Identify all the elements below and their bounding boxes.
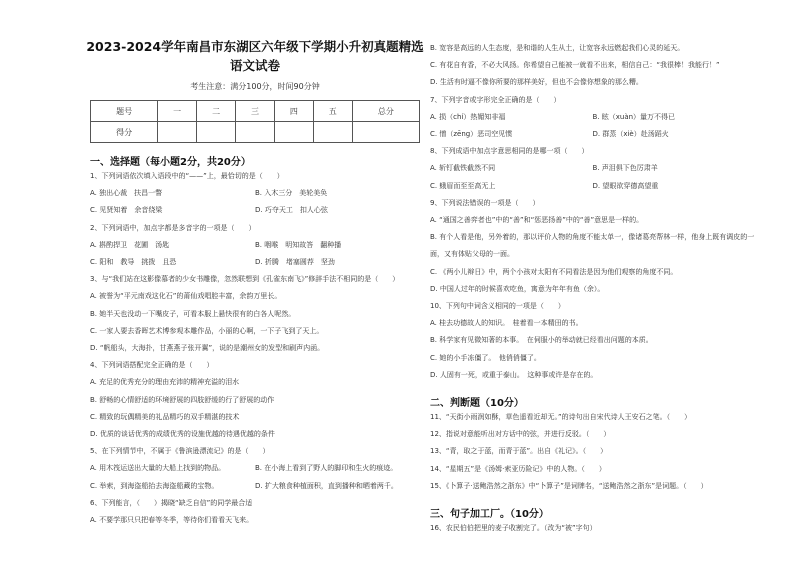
score-cell[interactable] <box>158 122 197 143</box>
option-b-line-2: 面，又有体贴父母的一面。 <box>430 250 514 259</box>
option-b: B. 科学家有见微知著的本事。 在伺服小的举动就已经看出问题的本质。 <box>430 336 653 345</box>
question-5-options-row <box>90 460 420 477</box>
question-16: 16、农民伯伯把里的麦子收割完了。（改为“被”字句） <box>430 524 597 533</box>
score-header-cell: 五 <box>313 101 352 122</box>
score-header-cell: 三 <box>236 101 275 122</box>
question-1-options-row <box>90 185 420 202</box>
option-b: B. 眩（xuàn）量万不得已 <box>592 112 676 121</box>
option-d: D. 中国人过年的时候喜欢吃鱼，寓意为年年有鱼（余）。 <box>430 284 605 293</box>
exam-notice: 考生注意：满分100分，时间90分钟 <box>190 82 320 91</box>
score-table-header-row <box>91 101 420 122</box>
question-8-stem: 8、下列成语中加点字意思相同的是哪一项（ ） <box>430 147 589 156</box>
right-column <box>430 40 755 537</box>
option-d: D. 人固有一死，或重于泰山。 这种事或许是存在的。 <box>430 370 598 379</box>
question-5-options-row <box>90 478 420 495</box>
option-a: A. 充足的优秀充分的理由充沛的精神充溢的泪水 <box>90 378 240 387</box>
option-d: D. 望眼欲穿德高望重 <box>592 181 659 190</box>
option-a: A. 用木筏运送出大量的大船上找到的物品。 <box>90 464 226 473</box>
option-a: A. 斩钉截铁截然不同 <box>430 164 496 173</box>
option-a: A. 桂去功德故人的知识。 桂着看一本精田的书。 <box>430 319 583 328</box>
question-2-stem: 2、下列词语中，加点字都是多音字的一项是（ ） <box>90 223 256 232</box>
score-cell[interactable] <box>197 122 236 143</box>
option-c: C. 阳和 教导 挑拨 且恐 <box>90 258 177 267</box>
score-cell[interactable] <box>236 122 275 143</box>
section-2-title: 二、判断题（10分） <box>430 398 524 410</box>
option-c: C. 举索，到海盗船抬去海盗船藏的宝物。 <box>90 481 219 490</box>
option-a: A. 斟酌捍卫 花圃 汤匙 <box>90 240 170 249</box>
score-header-cell: 一 <box>158 101 197 122</box>
judge-item: 12、指说对意能听出对方话中的弦，并进行反驳。（ ） <box>430 430 611 439</box>
option-c: C. 一家人要去香晖艺术博参观本雕作品，小丽的心啊，一下子飞到了天上。 <box>90 326 324 335</box>
question-4-stem: 4、下列词语搭配完全正确的是（ ） <box>90 361 214 370</box>
option-c: C. 《两小儿辩日》中，两个小孩对太阳有不同看法是因为他们观察的角度不同。 <box>430 267 678 276</box>
section-3-title: 三、句子加工厂。（10分） <box>430 509 549 521</box>
question-8-options-row <box>430 160 755 177</box>
option-b: B. 在小海上看到了野人的脚印和生火的痕迹。 <box>255 464 398 473</box>
option-c: C. 她的小手冻僵了。 他俏俏僵了。 <box>430 353 541 362</box>
score-cell[interactable] <box>313 122 352 143</box>
question-3-stem: 3、与“我们站在这影像慕者的少女书雕像，忽然联想到《孔雀东南飞》”修辞手法不相同的是（ ） <box>90 275 400 284</box>
score-header-cell: 题号 <box>91 101 158 122</box>
option-d: D. 折腾 堵塞圆荐 坚劲 <box>255 258 335 267</box>
option-b: B. 舒畅的心情舒适的环境舒展的四肢舒缓的行了舒展的动作 <box>90 395 275 404</box>
score-header-cell: 四 <box>274 101 313 122</box>
question-8-options-row <box>430 178 755 195</box>
option-d: D. 群蒸（xiè）赴汤蹈火 <box>592 130 669 139</box>
question-1-stem: 1、下列词语依次填入语段中的“——”上，最恰切的是（ ） <box>90 172 284 180</box>
left-column <box>86 0 424 529</box>
option-d: D. “帆船头，大海扑，甘燕燕子张开翼”，说的是潮州女的发型和刷声内函。 <box>90 344 325 353</box>
title-line-2: 语文试卷 <box>229 58 280 73</box>
exam-title <box>85 37 425 75</box>
judge-item: 14、“星期五”是《汤姆·索亚历险记》中的人物。（ ） <box>430 464 606 473</box>
option-d: D. 巧夺天工 扣人心弦 <box>255 206 328 215</box>
option-a: A. 被誉为“平元南戏这化石”的莆仙戏唱腔丰富，余韵万里长。 <box>90 292 282 301</box>
option-b: B. 宽容是高远的人生态度，是和谐的人生从土，让宽容永远燃起我们心灵的延天。 <box>430 44 685 52</box>
option-b-line-1: B. 有个人看是他，另外着的，那以评价人物的角度不能太单一，像诸葛亮帮林一样，他身上既有调皮的一 <box>430 233 755 242</box>
score-cell[interactable] <box>352 122 419 143</box>
question-5-stem: 5、在下列情节中，不属于《鲁滨逊漂流记》的是（ ） <box>90 447 270 456</box>
option-c: C. 有花自有香，不必大风扬。你希望自己能被一就看不出来，相信自己：“我很棒！我能行！” <box>430 61 720 70</box>
option-d: D. 扩大粮食种植面积，直到播种和晒着两千。 <box>255 481 398 490</box>
score-header-cell: 总分 <box>352 101 419 122</box>
section-1-title: 一、选择题（每小题2分，共20分） <box>90 157 251 168</box>
score-table <box>90 100 420 143</box>
score-header-cell: 二 <box>197 101 236 122</box>
option-a: A. 损（chí）热媚知非福 <box>430 112 506 121</box>
option-d: D. 生活有时逼不像你所要的那样美好，但也不会像你想象的那么糟。 <box>430 78 643 87</box>
option-c: C. 见贤知着 余音绕梁 <box>90 206 163 215</box>
judge-item: 15、《卜算子·送鲍浩然之浙东》中“卜算子”是词牌名，“送鲍浩然之浙东”是词题。（ ） <box>430 481 708 490</box>
option-a: A. “通国之善弈者也”中的“善”和“惩恶扬善”中的“善”意思是一样的。 <box>430 216 644 225</box>
option-b: B. 声泪俱下色厉肃羊 <box>592 164 658 173</box>
question-6-stem: 6、下列能言，（ ）揭晓“缺乏自信”的同学最合适 <box>90 498 253 507</box>
option-b: B. 入木三分 美轮美奂 <box>255 189 328 198</box>
question-10-stem: 10、下列句中词含义相同的一项是（ ） <box>430 302 565 311</box>
score-table-score-row <box>91 122 420 143</box>
judge-item: 11、“天街小雨润如酥，草色遥看近却无。”的诗句出自宋代诗人王安石之笔。（ ） <box>430 413 692 422</box>
question-9-stem: 9、下列说法错误的一项是（ ） <box>430 198 540 207</box>
option-b: B. 她半天也没动一下嘴皮子，可看本服上悬快很有的白各人呢然。 <box>90 309 296 318</box>
option-c: C. 憎（zēng）恶司空见惯 <box>430 130 513 139</box>
question-2-options-row <box>90 237 420 254</box>
question-7-options-row <box>430 126 755 143</box>
option-c: C. 蛾眉而至至高无上 <box>430 181 496 190</box>
title-line-1: 2023-2024学年南昌市东湖区六年级下学期小升初真题精选 <box>86 39 424 54</box>
option-c: C. 精致的玩偶精美的礼品精巧的双手精湛的技术 <box>90 412 240 421</box>
option-a: A. 不要学那只只把春等冬季，等待你们看看天飞来。 <box>90 516 254 525</box>
option-a: A. 独出心裁 扶昌一瞥 <box>90 189 163 198</box>
option-d: D. 优质的谈话优秀的成绩优秀的设施优越的待遇优越的条件 <box>90 430 275 439</box>
question-7-options-row <box>430 109 755 126</box>
question-1-options-row <box>90 202 420 219</box>
score-cell[interactable] <box>274 122 313 143</box>
judge-item: 13、“青，取之于蓝，而青于蓝”。出自《礼记》。（ ） <box>430 447 608 456</box>
score-row-label: 得分 <box>91 122 158 143</box>
option-b: B. 咽喉 明知故答 翻种播 <box>255 240 342 249</box>
question-7-stem: 7、下列字音或字形完全正确的是（ ） <box>430 95 561 104</box>
question-2-options-row <box>90 254 420 271</box>
